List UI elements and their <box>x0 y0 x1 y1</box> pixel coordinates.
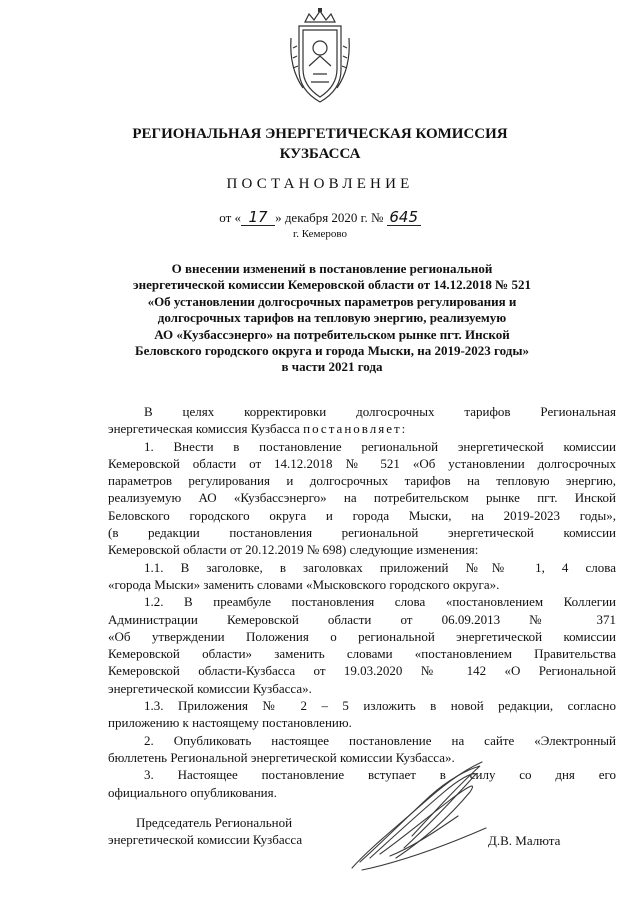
paragraph-2-line: бюллетень Региональной энергетической комиссии Кузбасса». <box>108 749 455 765</box>
document-type: ПОСТАНОВЛЕНИЕ <box>226 176 414 192</box>
subject-line: АО «Кузбассэнерго» на потребительском рынке пгт. Инской <box>154 326 510 342</box>
date-suffix: » декабря 2020 г. № <box>275 210 384 225</box>
paragraph-1-line: 1. Внести в постановление региональной энергетической комиссии <box>144 438 616 454</box>
document-date-line <box>0 210 640 226</box>
signatory-title-line: энергетической комиссии Кузбасса <box>108 832 303 847</box>
paragraph-1-line: параметров регулирования и долгосрочных тарифов на тепловую энергию, <box>108 473 616 489</box>
paragraph-1-1-line: «города Мыски» заменить словами «Мысковского городского округа». <box>108 576 500 592</box>
city: г. Кемерово <box>292 228 348 240</box>
subject-line: в части 2021 года <box>281 359 383 375</box>
document-body <box>108 403 616 801</box>
paragraph-1-1-line: 1.1. В заголовке, в заголовках приложений №№ 1, 4 слова <box>144 559 616 575</box>
organization-name-line2: КУЗБАССА <box>279 146 361 162</box>
paragraph-3-line: официального опубликования. <box>108 784 277 800</box>
paragraph-1-line: реализуемую АО «Кузбассэнерго» на потребительском рынке пгт. Инской <box>108 490 616 506</box>
signatory-title-line: Председатель Региональной <box>136 815 293 830</box>
body-line: В целях корректировки долгосрочных тарифов Региональная <box>144 404 616 419</box>
organization-name: РЕГИОНАЛЬНАЯ ЭНЕРГЕТИЧЕСКАЯ КОМИССИЯ <box>132 126 508 142</box>
paragraph-3-line: 3. Настоящее постановление вступает в силу со дня его <box>144 767 616 783</box>
paragraph-1-2-line: энергетической комиссии Кузбасса». <box>108 680 312 696</box>
subject-line: О внесении изменений в постановление региональной <box>171 261 493 276</box>
paragraph-1-2-line: Кемеровской области» заменить словами «постановлением Правительства <box>108 646 616 662</box>
date-prefix: от « <box>219 210 242 225</box>
paragraph-1-2-line: Кемеровской области-Кузбасса от 19.03.2020 № 142 «О Региональной <box>108 663 616 679</box>
intro-text: энергетическая комиссия Кузбасса <box>108 421 300 437</box>
subject-line: энергетической комиссии Кемеровской области от 14.12.2018 № 521 <box>133 277 531 293</box>
paragraph-1-2-line: «Об утверждении Положения о региональной энергетической комиссии <box>108 628 616 644</box>
date-day: 17 <box>241 210 275 226</box>
paragraph-2-line: 2. Опубликовать настоящее постановление на сайте «Электронный <box>144 732 616 748</box>
signatory-name: Д.В. Малюта <box>488 833 561 848</box>
signatory-title <box>108 814 302 848</box>
document-number: 645 <box>387 210 421 226</box>
body-line <box>108 420 616 437</box>
subject-line: «Об установлении долгосрочных параметров регулирования и <box>147 293 517 309</box>
document-subject <box>104 261 560 376</box>
subject-line: долгосрочных тарифов на тепловую энергию, реализуемую <box>157 310 507 326</box>
paragraph-1-line: (в редакции постановления региональной энергетической комиссии <box>108 525 616 541</box>
paragraph-1-line: Кемеровской области от 20.12.2019 № 698) следующие изменения: <box>108 542 479 558</box>
resolves-word: постановляет: <box>303 421 408 437</box>
paragraph-1-3-line: 1.3. Приложения № 2 – 5 изложить в новой редакции, согласно <box>144 698 616 714</box>
handwritten-signature <box>340 758 490 876</box>
paragraph-1-2-line: Администрации Кемеровской области от 06.09.2013 № 371 <box>108 611 616 627</box>
paragraph-1-3-line: приложению к настоящему постановлению. <box>108 715 352 731</box>
coat-of-arms-emblem <box>287 8 353 108</box>
paragraph-1-line: Кемеровской области от 14.12.2018 № 521 «Об установлении долгосрочных <box>108 455 616 471</box>
paragraph-1-2-line: 1.2. В преамбуле постановления слова «постановлением Коллегии <box>144 594 616 610</box>
subject-line: Беловского городского округа и города Мыски, на 2019-2023 годы» <box>135 343 529 359</box>
paragraph-1-line: Беловского городского округа и города Мыски, на 2019-2023 годы», <box>108 507 616 523</box>
